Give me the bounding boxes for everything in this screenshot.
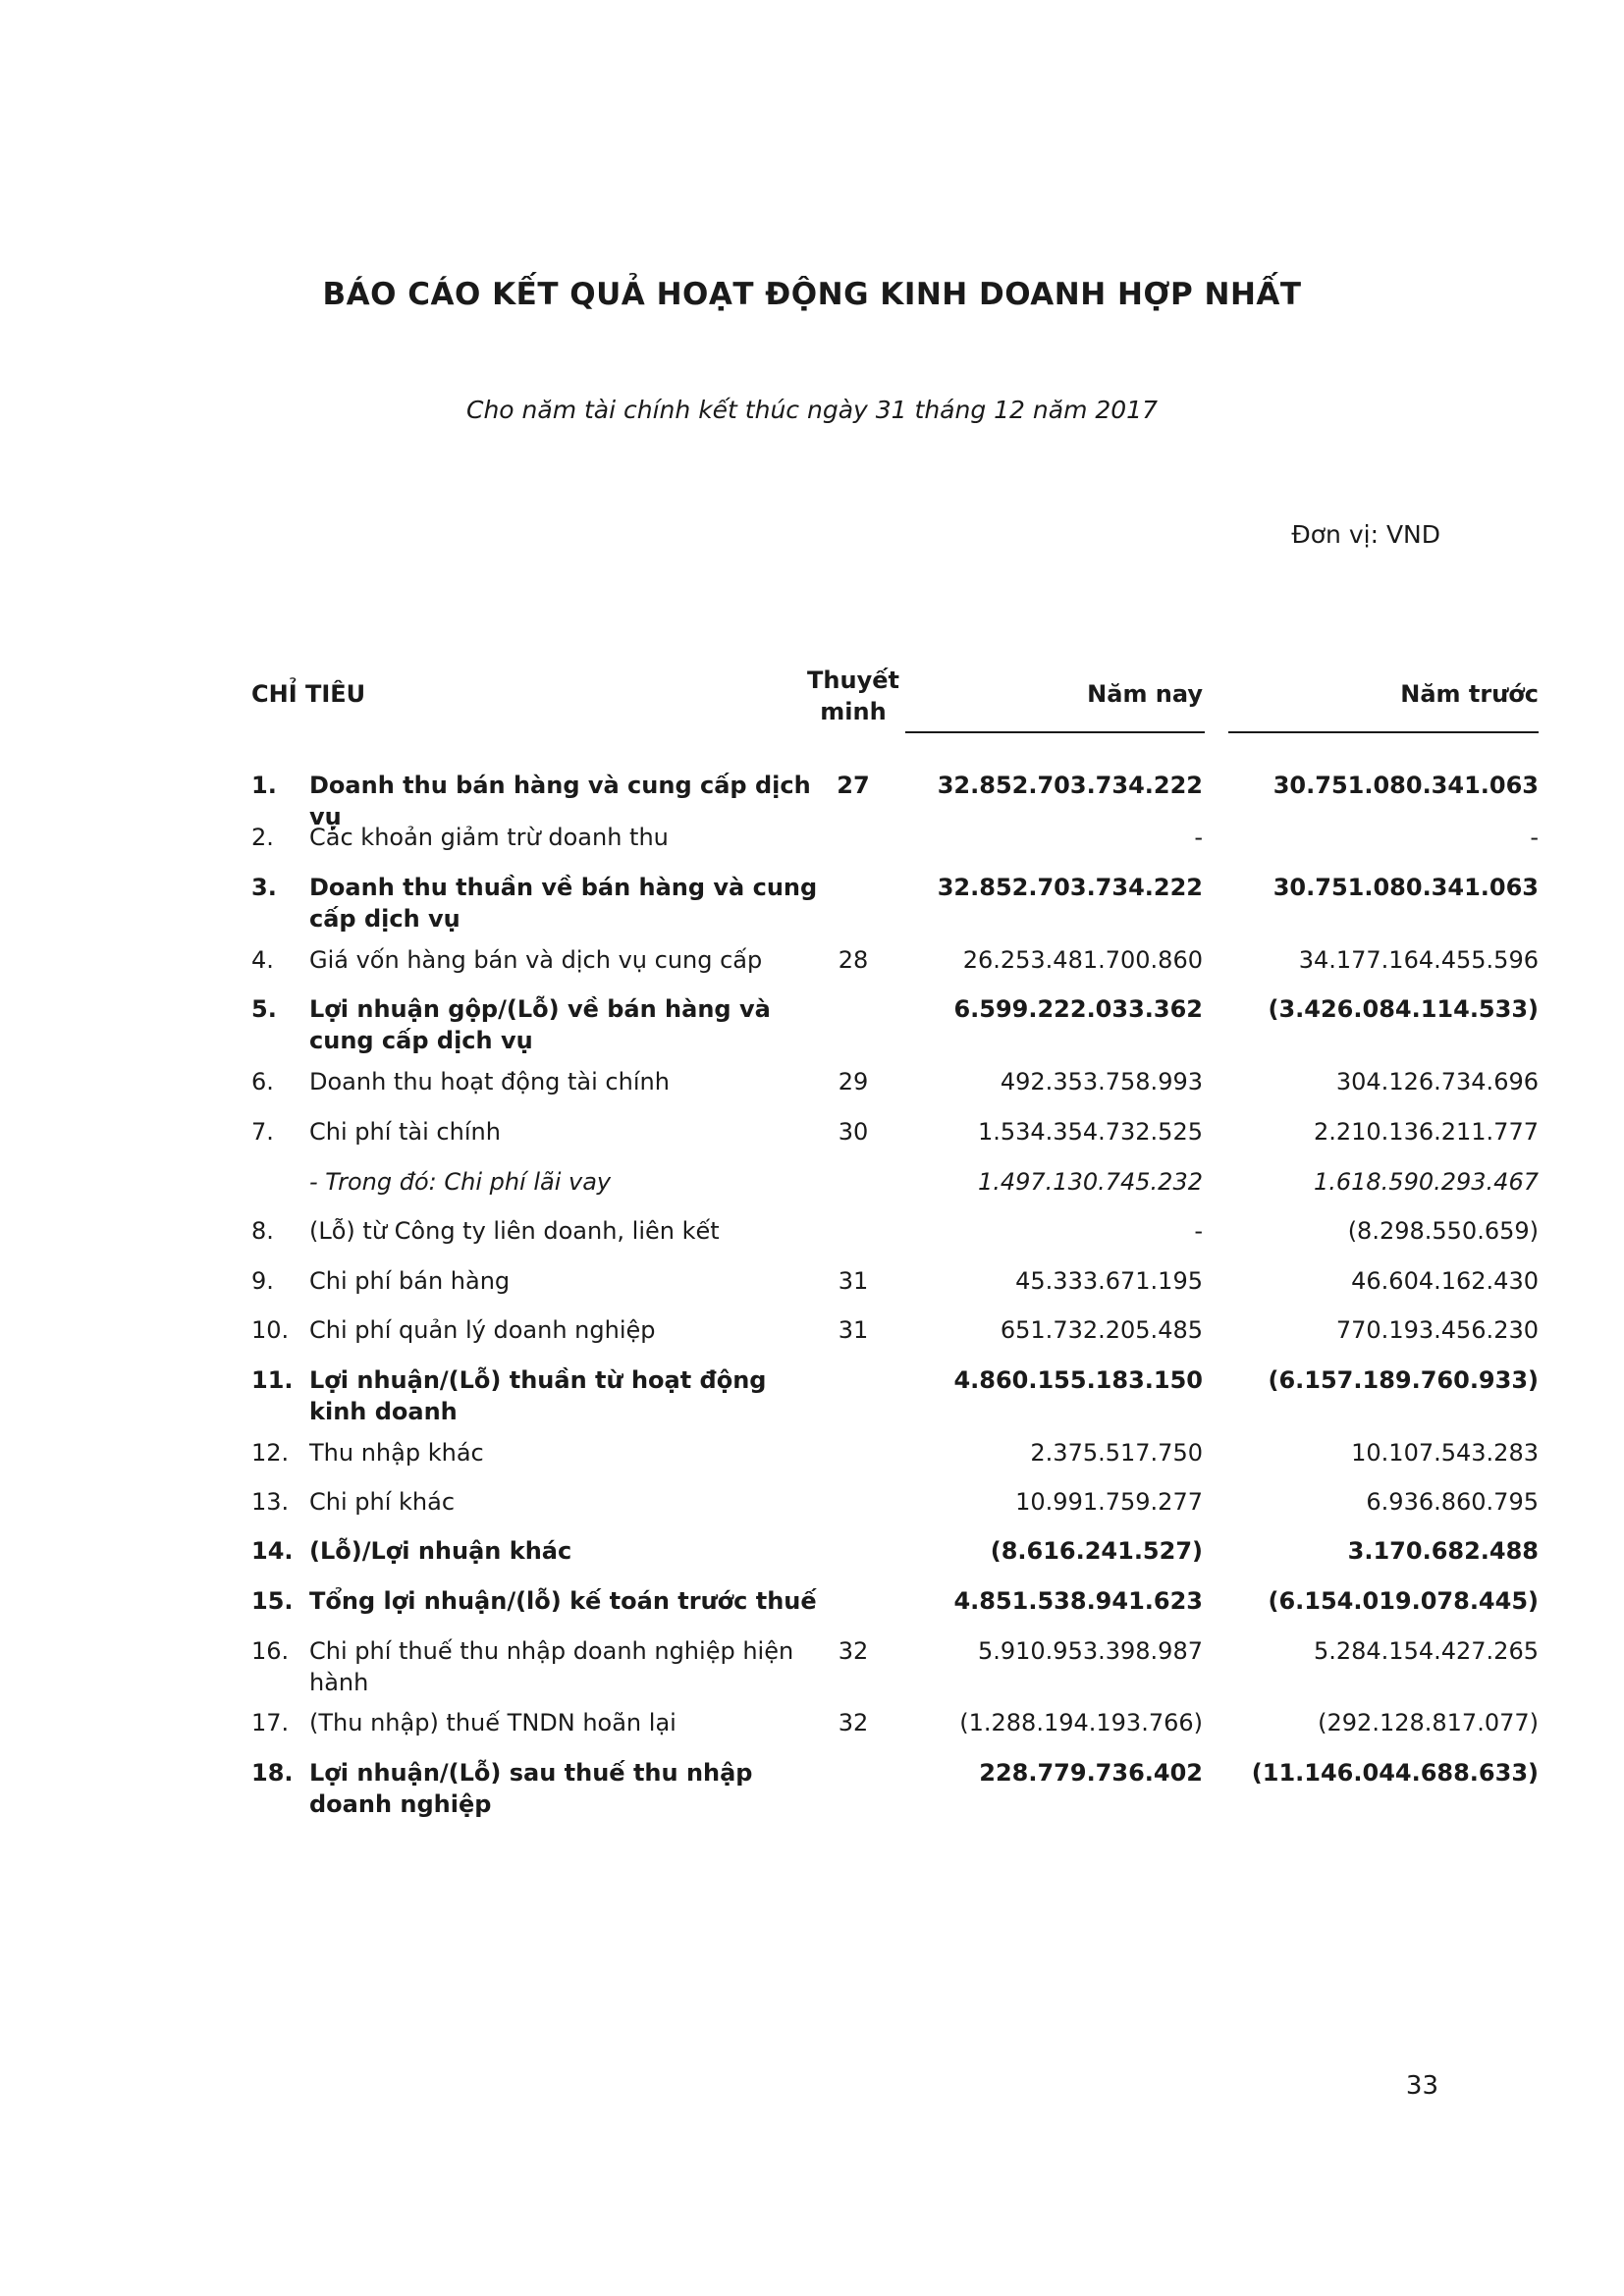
- row-number: 4.: [251, 946, 274, 974]
- row-note: 32: [838, 1637, 869, 1665]
- column-header-note-line2: minh: [820, 698, 887, 725]
- row-label: Chi phí tài chính: [309, 1118, 501, 1146]
- row-previous-value: (8.298.550.659): [1347, 1217, 1539, 1245]
- row-label: Chi phí quản lý doanh nghiệp: [309, 1316, 656, 1344]
- row-number: 16.: [251, 1637, 290, 1665]
- row-note: 29: [838, 1068, 869, 1095]
- row-previous-value: 10.107.543.283: [1351, 1439, 1539, 1467]
- row-previous-value: (292.128.817.077): [1318, 1709, 1539, 1736]
- row-number: 10.: [251, 1316, 290, 1344]
- row-current-value: 10.991.759.277: [1015, 1488, 1203, 1516]
- row-label: Chi phí khác: [309, 1488, 456, 1516]
- row-label: Các khoản giảm trừ doanh thu: [309, 824, 669, 851]
- row-label: - Trong đó: Chi phí lãi vay: [309, 1168, 612, 1196]
- row-number: 18.: [251, 1759, 294, 1787]
- row-current-value: 5.910.953.398.987: [977, 1637, 1203, 1665]
- row-label: Chi phí bán hàng: [309, 1267, 511, 1295]
- currency-unit: Đơn vị: VND: [1291, 520, 1440, 549]
- row-previous-value: (6.154.019.078.445): [1268, 1587, 1539, 1615]
- column-header-note-line1: Thuyết: [807, 667, 899, 694]
- row-label: Lợi nhuận gộp/(Lỗ) về bán hàng và cung cấp dịch vụ: [309, 995, 771, 1054]
- report-title: BÁO CÁO KẾT QUẢ HOẠT ĐỘNG KINH DOANH HỢP NHẤT: [322, 277, 1302, 312]
- row-number: 2.: [251, 824, 274, 851]
- row-number: 12.: [251, 1439, 290, 1467]
- row-current-value: 1.534.354.732.525: [977, 1118, 1203, 1146]
- row-number: 7.: [251, 1118, 274, 1146]
- row-label: Giá vốn hàng bán và dịch vụ cung cấp: [309, 946, 763, 974]
- row-previous-value: 1.618.590.293.467: [1313, 1168, 1539, 1196]
- row-label: Chi phí thuế thu nhập doanh nghiệp hiện hành: [309, 1637, 794, 1696]
- row-number: 9.: [251, 1267, 274, 1295]
- row-previous-value: 304.126.734.696: [1335, 1068, 1539, 1095]
- row-current-value: 6.599.222.033.362: [953, 995, 1203, 1023]
- row-previous-value: (6.157.189.760.933): [1268, 1366, 1539, 1394]
- column-header-previous-year: Năm trước: [1400, 680, 1539, 708]
- row-number: 1.: [251, 772, 277, 799]
- row-previous-value: 30.751.080.341.063: [1272, 772, 1539, 799]
- row-current-value: 2.375.517.750: [1030, 1439, 1203, 1467]
- column-header-current-year: Năm nay: [1087, 680, 1203, 708]
- row-current-value: -: [1194, 1217, 1203, 1245]
- row-current-value: 45.333.671.195: [1015, 1267, 1203, 1295]
- row-previous-value: (11.146.044.688.633): [1251, 1759, 1539, 1787]
- row-number: 17.: [251, 1709, 290, 1736]
- row-previous-value: 770.193.456.230: [1335, 1316, 1539, 1344]
- row-previous-value: 3.170.682.488: [1347, 1537, 1539, 1565]
- row-current-value: 1.497.130.745.232: [977, 1168, 1203, 1196]
- row-label: (Thu nhập) thuế TNDN hoãn lại: [309, 1709, 677, 1736]
- row-number: 15.: [251, 1587, 294, 1615]
- row-number: 5.: [251, 995, 277, 1023]
- row-label: Lợi nhuận/(Lỗ) thuần từ hoạt động kinh doanh: [309, 1366, 767, 1425]
- row-current-value: (8.616.241.527): [990, 1537, 1203, 1565]
- report-period: Cho năm tài chính kết thúc ngày 31 tháng 12 năm 2017: [466, 396, 1158, 424]
- row-number: 3.: [251, 874, 277, 901]
- row-number: 8.: [251, 1217, 274, 1245]
- column-header-item: CHỈ TIÊU: [251, 680, 366, 708]
- row-number: 6.: [251, 1068, 274, 1095]
- row-note: 31: [838, 1267, 869, 1295]
- row-label: Doanh thu thuần về bán hàng và cung cấp dịch vụ: [309, 874, 818, 933]
- row-current-value: -: [1194, 824, 1203, 851]
- row-previous-value: 5.284.154.427.265: [1313, 1637, 1539, 1665]
- row-previous-value: 30.751.080.341.063: [1272, 874, 1539, 901]
- row-current-value: 228.779.736.402: [979, 1759, 1203, 1787]
- row-previous-value: 6.936.860.795: [1366, 1488, 1539, 1516]
- row-note: 30: [838, 1118, 869, 1146]
- row-current-value: 26.253.481.700.860: [962, 946, 1203, 974]
- row-current-value: (1.288.194.193.766): [959, 1709, 1203, 1736]
- row-note: 27: [837, 772, 870, 799]
- row-current-value: 4.851.538.941.623: [953, 1587, 1203, 1615]
- row-current-value: 651.732.205.485: [1000, 1316, 1203, 1344]
- row-note: 31: [838, 1316, 869, 1344]
- row-label: Doanh thu bán hàng và cung cấp dịch vụ: [309, 772, 811, 830]
- row-number: 13.: [251, 1488, 290, 1516]
- row-previous-value: (3.426.084.114.533): [1268, 995, 1539, 1023]
- row-current-value: 32.852.703.734.222: [937, 772, 1203, 799]
- row-label: Doanh thu hoạt động tài chính: [309, 1068, 670, 1095]
- row-current-value: 32.852.703.734.222: [937, 874, 1203, 901]
- row-previous-value: 46.604.162.430: [1351, 1267, 1539, 1295]
- row-previous-value: 2.210.136.211.777: [1313, 1118, 1539, 1146]
- row-label: (Lỗ)/Lợi nhuận khác: [309, 1537, 572, 1565]
- row-note: 28: [838, 946, 869, 974]
- row-previous-value: 34.177.164.455.596: [1298, 946, 1539, 974]
- row-note: 32: [838, 1709, 869, 1736]
- row-number: 14.: [251, 1537, 294, 1565]
- row-number: 11.: [251, 1366, 294, 1394]
- row-current-value: 492.353.758.993: [1000, 1068, 1203, 1095]
- page-number: 33: [1405, 2071, 1438, 2101]
- row-label: Lợi nhuận/(Lỗ) sau thuế thu nhập doanh nghiệp: [309, 1759, 753, 1818]
- row-label: Thu nhập khác: [309, 1439, 484, 1467]
- row-label: (Lỗ) từ Công ty liên doanh, liên kết: [309, 1217, 720, 1245]
- row-current-value: 4.860.155.183.150: [953, 1366, 1203, 1394]
- row-label: Tổng lợi nhuận/(lỗ) kế toán trước thuế: [309, 1587, 817, 1615]
- row-previous-value: -: [1530, 824, 1539, 851]
